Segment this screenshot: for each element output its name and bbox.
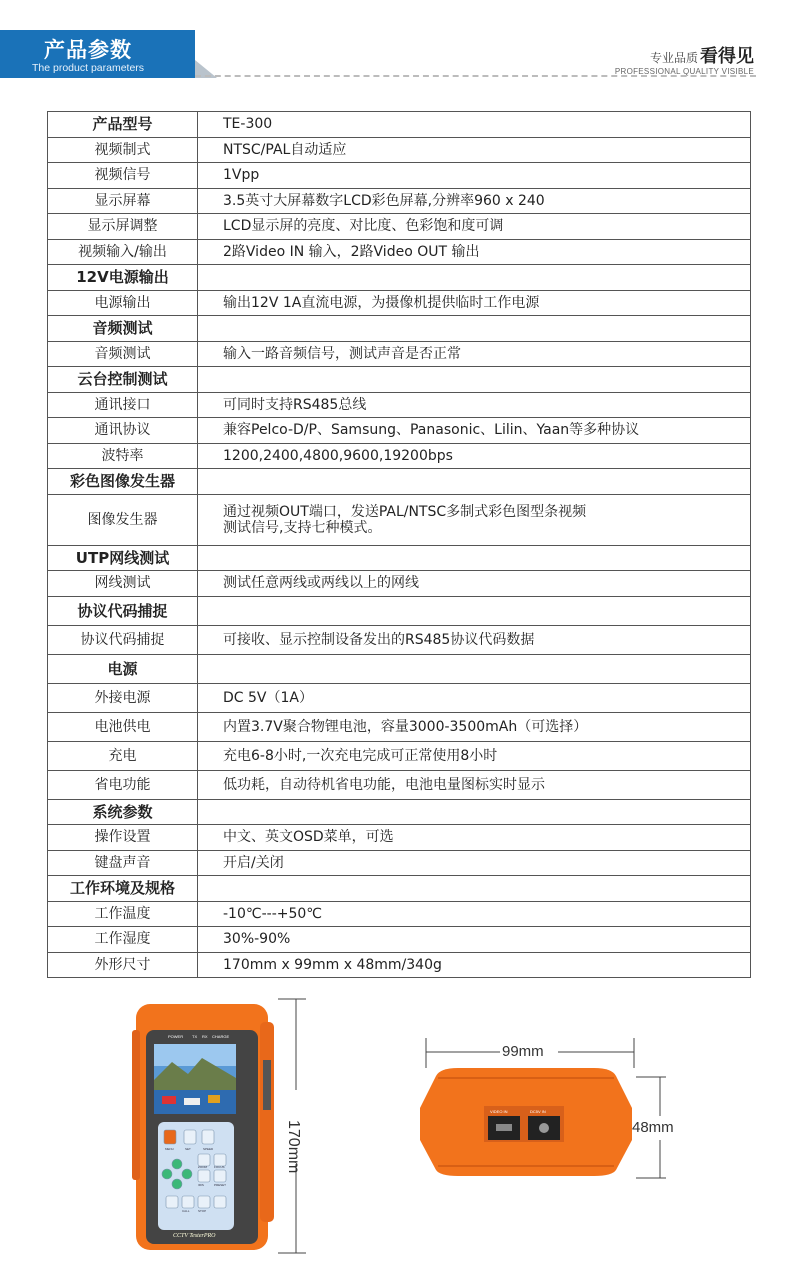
spec-value: 测试任意两线或两线以上的网线 — [198, 571, 751, 597]
device-side-photo — [418, 1066, 634, 1178]
spec-value: 1200,2400,4800,9600,19200bps — [198, 443, 751, 469]
brand-label: CCTV TesterPRO — [173, 1233, 216, 1239]
section-row — [48, 545, 751, 571]
spec-key: 协议代码捕捉 — [48, 596, 198, 625]
spec-key: 电源 — [48, 654, 198, 683]
table-row — [48, 901, 751, 927]
section-row — [48, 316, 751, 342]
spec-value: 30%-90% — [198, 927, 751, 953]
spec-key: 外接电源 — [48, 683, 198, 712]
table-row — [48, 825, 751, 851]
table-row — [48, 341, 751, 367]
table-row — [48, 770, 751, 799]
table-row — [48, 290, 751, 316]
table-row — [48, 850, 751, 876]
spec-key: 通讯接口 — [48, 392, 198, 418]
page-subtitle: The product parameters — [32, 62, 145, 74]
spec-key: 显示屏幕 — [48, 188, 198, 214]
spec-value: TE-300 — [198, 112, 751, 138]
spec-value — [198, 596, 751, 625]
spec-table — [47, 111, 751, 978]
spec-key: 协议代码捕捉 — [48, 625, 198, 654]
spec-key: 音频测试 — [48, 316, 198, 342]
spec-key: 工作温度 — [48, 901, 198, 927]
key-label-call: CALL — [182, 1209, 190, 1213]
width-label: 99mm — [502, 1043, 544, 1060]
spec-value: NTSC/PAL自动适应 — [198, 137, 751, 163]
table-row — [48, 927, 751, 953]
port-label-dc-in: DC5V IN — [530, 1109, 546, 1114]
table-row — [48, 712, 751, 741]
key-label-speed: SPEED — [203, 1147, 214, 1151]
spec-value: 可同时支持RS485总线 — [198, 392, 751, 418]
spec-value: 充电6-8小时,一次充电完成可正常使用8小时 — [198, 741, 751, 770]
slogan-small: 专业品质 — [649, 51, 698, 65]
section-row — [48, 469, 751, 495]
table-row — [48, 214, 751, 240]
spec-key: 电池供电 — [48, 712, 198, 741]
spec-value: 1Vpp — [198, 163, 751, 189]
table-row — [48, 443, 751, 469]
spec-key: 电源输出 — [48, 290, 198, 316]
spec-key: 外形尺寸 — [48, 952, 198, 978]
spec-key: 工作环境及规格 — [48, 876, 198, 902]
section-row — [48, 596, 751, 625]
top-label-tx: TX — [192, 1034, 198, 1039]
spec-key: 12V电源输出 — [48, 265, 198, 291]
spec-value: 170mm x 99mm x 48mm/340g — [198, 952, 751, 978]
spec-value: LCD显示屏的亮度、对比度、色彩饱和度可调 — [198, 214, 751, 240]
spec-key: 显示屏调整 — [48, 214, 198, 240]
key-label-iris: IRIS — [198, 1183, 204, 1187]
spec-key: 通讯协议 — [48, 418, 198, 444]
device-front-photo — [132, 1000, 278, 1254]
spec-key: 充电 — [48, 741, 198, 770]
spec-key: 音频测试 — [48, 341, 198, 367]
table-row — [48, 188, 751, 214]
spec-value — [198, 545, 751, 571]
spec-value — [198, 469, 751, 495]
table-row — [48, 571, 751, 597]
table-row — [48, 625, 751, 654]
spec-key: 云台控制测试 — [48, 367, 198, 393]
spec-value — [198, 654, 751, 683]
top-label-rx: RX — [202, 1034, 208, 1039]
spec-key: 操作设置 — [48, 825, 198, 851]
spec-value: 2路Video IN 输入，2路Video OUT 输出 — [198, 239, 751, 265]
spec-value: 通过视频OUT端口，发送PAL/NTSC多制式彩色图型条视频 测试信号,支持七种模式。 — [198, 494, 751, 545]
height-label: 170mm — [285, 1120, 302, 1174]
spec-key: 键盘声音 — [48, 850, 198, 876]
spec-value: 低功耗，自动待机省电功能，电池电量图标实时显示 — [198, 770, 751, 799]
table-row — [48, 741, 751, 770]
section-row — [48, 367, 751, 393]
spec-key: 视频信号 — [48, 163, 198, 189]
spec-key: 工作湿度 — [48, 927, 198, 953]
spec-value: 3.5英寸大屏幕数字LCD彩色屏幕,分辨率960 x 240 — [198, 188, 751, 214]
spec-value — [198, 799, 751, 825]
section-row — [48, 799, 751, 825]
spec-key: 省电功能 — [48, 770, 198, 799]
slogan-en: PROFESSIONAL QUALITY VISIBLE — [614, 67, 754, 76]
section-row — [48, 265, 751, 291]
table-row — [48, 952, 751, 978]
spec-key: 波特率 — [48, 443, 198, 469]
table-row — [48, 494, 751, 545]
spec-value — [198, 316, 751, 342]
spec-value: 输出12V 1A直流电源，为摄像机提供临时工作电源 — [198, 290, 751, 316]
menu-key — [164, 1130, 176, 1144]
spec-key: 产品型号 — [48, 112, 198, 138]
table-row — [48, 392, 751, 418]
spec-key: 视频输入/输出 — [48, 239, 198, 265]
spec-key: 网线测试 — [48, 571, 198, 597]
spec-value: -10℃---+50℃ — [198, 901, 751, 927]
depth-label: 48mm — [632, 1119, 674, 1136]
spec-key: 彩色图像发生器 — [48, 469, 198, 495]
table-row — [48, 137, 751, 163]
spec-value — [198, 876, 751, 902]
key-label-focus: FOCUS — [214, 1165, 225, 1169]
spec-value — [198, 367, 751, 393]
spec-value: 开启/关闭 — [198, 850, 751, 876]
table-row — [48, 683, 751, 712]
table-row — [48, 418, 751, 444]
spec-value: 中文、英文OSD菜单，可选 — [198, 825, 751, 851]
spec-value: 可接收、显示控制设备发出的RS485协议代码数据 — [198, 625, 751, 654]
table-row — [48, 239, 751, 265]
key-label-preset: PRESET — [214, 1183, 227, 1187]
section-row — [48, 112, 751, 138]
spec-value: 内置3.7V聚合物锂电池，容量3000-3500mAh（可选择） — [198, 712, 751, 741]
spec-key: UTP网线测试 — [48, 545, 198, 571]
port-label-video-in: VIDEO IN — [490, 1109, 508, 1114]
page-title: 产品参数 — [44, 38, 132, 62]
top-label-charge: CHARGE — [212, 1034, 230, 1039]
spec-value: 兼容Pelco-D/P、Samsung、Panasonic、Lilin、Yaan等多种协议 — [198, 418, 751, 444]
slogan — [615, 42, 754, 76]
section-row — [48, 654, 751, 683]
spec-key: 图像发生器 — [48, 494, 198, 545]
spec-key: 系统参数 — [48, 799, 198, 825]
spec-value: DC 5V（1A） — [198, 683, 751, 712]
table-row — [48, 163, 751, 189]
key-label-stop: STOP — [198, 1209, 207, 1213]
spec-key: 视频制式 — [48, 137, 198, 163]
slogan-big: 看得见 — [700, 46, 754, 67]
section-row — [48, 876, 751, 902]
spec-value: 输入一路音频信号，测试声音是否正常 — [198, 341, 751, 367]
key-label-menu: MENU — [165, 1147, 174, 1151]
key-label-zoom: ZOOM — [198, 1165, 207, 1169]
spec-value — [198, 265, 751, 291]
key-label-set: SET — [185, 1147, 191, 1151]
top-label-power: POWER — [168, 1034, 184, 1039]
